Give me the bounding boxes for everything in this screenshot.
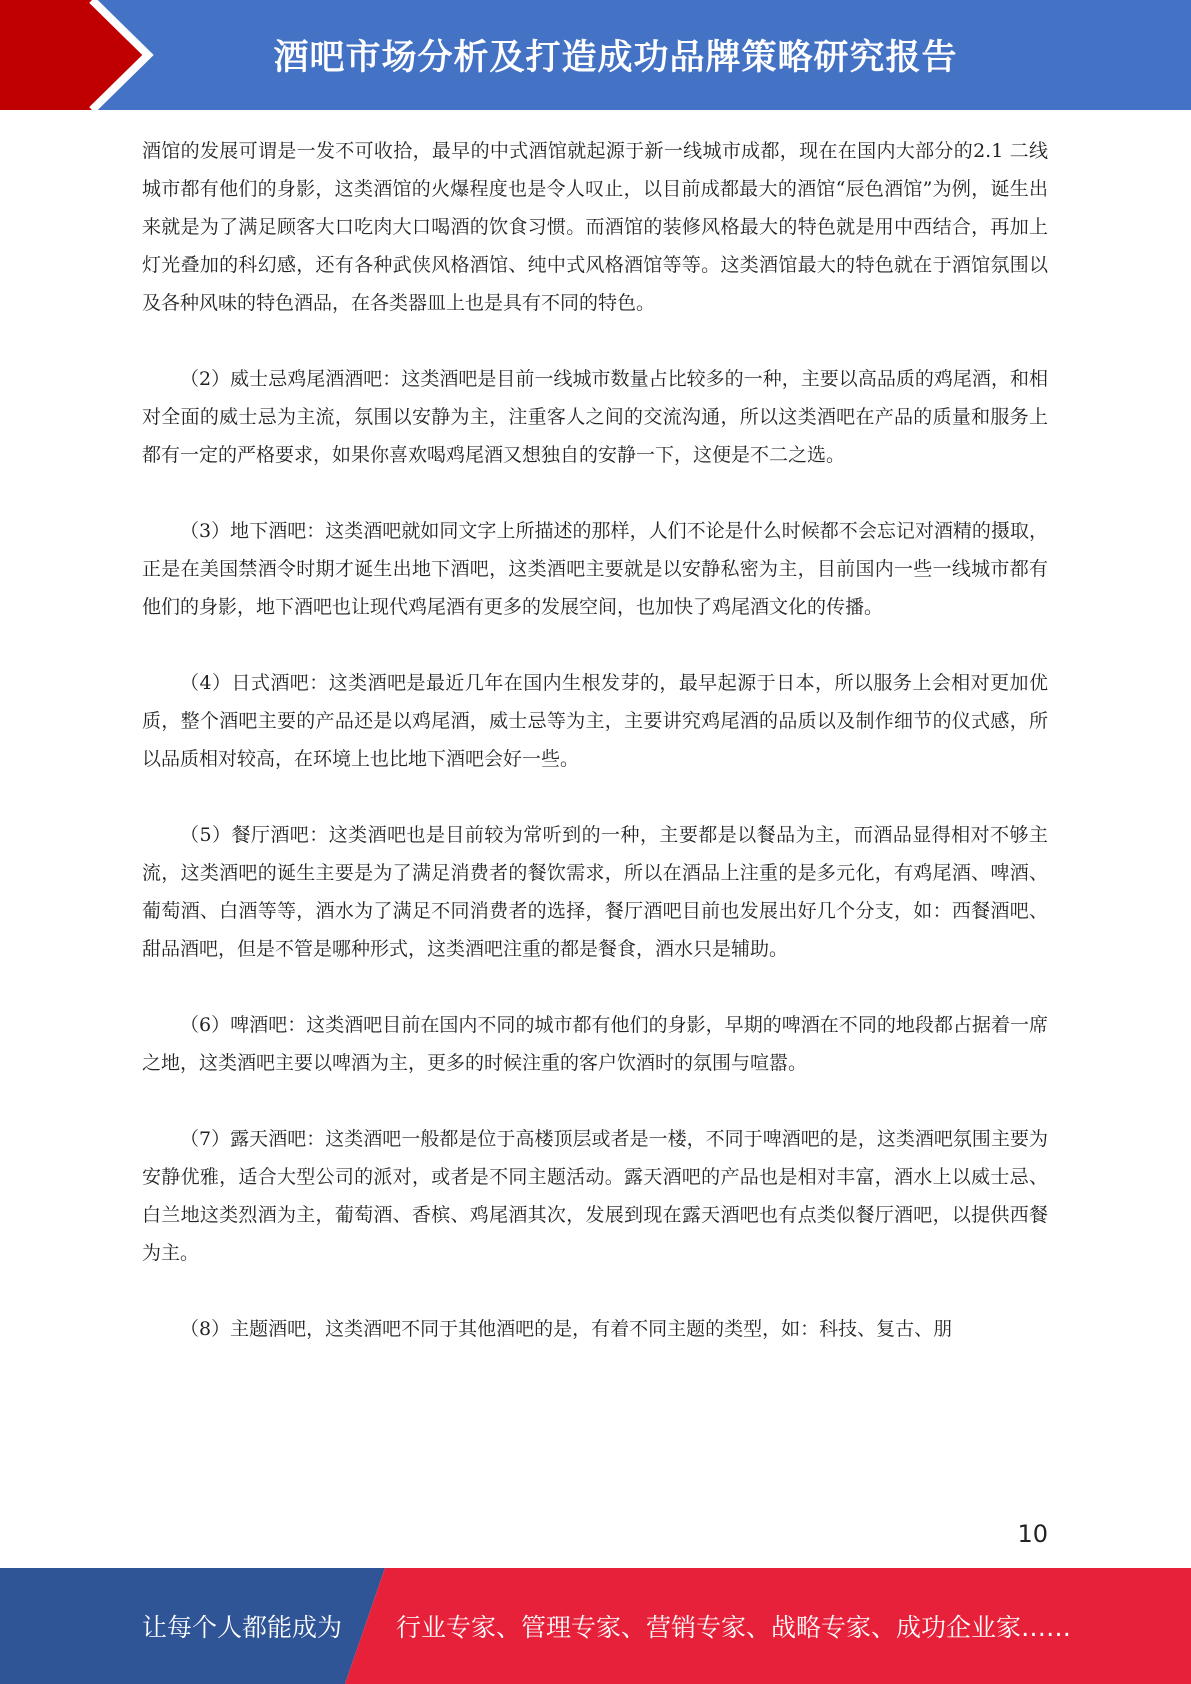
report-title: 酒吧市场分析及打造成功品牌策略研究报告 [273, 38, 958, 78]
paragraph-whisky-cocktail-bar: （2）威士忌鸡尾酒酒吧：这类酒吧是目前一线城市数量占比较多的一种，主要以高品质的鸡尾酒，和相对全面的威士忌为主流，氛围以安静为主，注重客人之间的交流沟通，所以这类酒吧在产品的质量和服务上都有一定的严格要求，如果你喜欢喝鸡尾酒又想独自的安静一下，这便是不二之选。 [142, 368, 1048, 466]
footer-slogan-left: 让每个人都能成为 [142, 1613, 343, 1642]
page-header [0, 0, 1191, 110]
paragraph-theme-bar: （8）主题酒吧，这类酒吧不同于其他酒吧的是，有着不同主题的类型，如：科技、复古、朋 [180, 1318, 953, 1340]
paragraph-rooftop-bar: （7）露天酒吧：这类酒吧一般都是位于高楼顶层或者是一楼，不同于啤酒吧的是，这类酒吧氛围主要为安静优雅，适合大型公司的派对，或者是不同主题活动。露天酒吧的产品也是相对丰富，酒水上以威士忌、白兰地这类烈酒为主，葡萄酒、香槟、鸡尾酒其次，发展到现在露天酒吧也有点类似餐厅酒吧，以提供西餐为主。 [142, 1128, 1048, 1264]
page-footer [0, 1568, 1191, 1684]
paragraph-japanese-bar: （4）日式酒吧：这类酒吧是最近几年在国内生根发芽的，最早起源于日本，所以服务上会相对更加优质，整个酒吧主要的产品还是以鸡尾酒，威士忌等为主，主要讲究鸡尾酒的品质以及制作细节的仪式感，所以品质相对较高，在环境上也比地下酒吧会好一些。 [142, 672, 1048, 770]
paragraph-speakeasy-bar: （3）地下酒吧：这类酒吧就如同文字上所描述的那样，人们不论是什么时候都不会忘记对酒精的摄取，正是在美国禁酒令时期才诞生出地下酒吧，这类酒吧主要就是以安静私密为主，目前国内一些一线城市都有他们的身影，地下酒吧也让现代鸡尾酒有更多的发展空间，也加快了鸡尾酒文化的传播。 [142, 520, 1048, 618]
body-text [142, 132, 1048, 1348]
paragraph-chinese-tavern: 酒馆的发展可谓是一发不可收拾，最早的中式酒馆就起源于新一线城市成都，现在在国内大部分的2.1 二线城市都有他们的身影，这类酒馆的火爆程度也是令人叹止，以目前成都最大的酒馆“辰色酒馆”为例，诞生出来就是为了满足顾客大口吃肉大口喝酒的饮食习惯。而酒馆的装修风格最大的特色就是用中西结合，再加上灯光叠加的科幻感，还有各种武侠风格酒馆、纯中式风格酒馆等等。这类酒馆最大的特色就在于酒馆氛围以及各种风味的特色酒品，在各类器皿上也是具有不同的特色。 [142, 140, 1048, 314]
page-number: 10 [1017, 1520, 1048, 1548]
footer-slogan-right: 行业专家、管理专家、营销专家、战略专家、成功企业家…… [396, 1613, 1072, 1642]
paragraph-beer-bar: （6）啤酒吧：这类酒吧目前在国内不同的城市都有他们的身影，早期的啤酒在不同的地段都占据着一席之地，这类酒吧主要以啤酒为主，更多的时候注重的客户饮酒时的氛围与喧嚣。 [142, 1014, 1048, 1074]
paragraph-restaurant-bar: （5）餐厅酒吧：这类酒吧也是目前较为常听到的一种，主要都是以餐品为主，而酒品显得相对不够主流，这类酒吧的诞生主要是为了满足消费者的餐饮需求，所以在酒品上注重的是多元化，有鸡尾酒、啤酒、葡萄酒、白酒等等，酒水为了满足不同消费者的选择，餐厅酒吧目前也发展出好几个分支，如：西餐酒吧、甜品酒吧，但是不管是哪种形式，这类酒吧注重的都是餐食，酒水只是辅助。 [142, 824, 1048, 960]
